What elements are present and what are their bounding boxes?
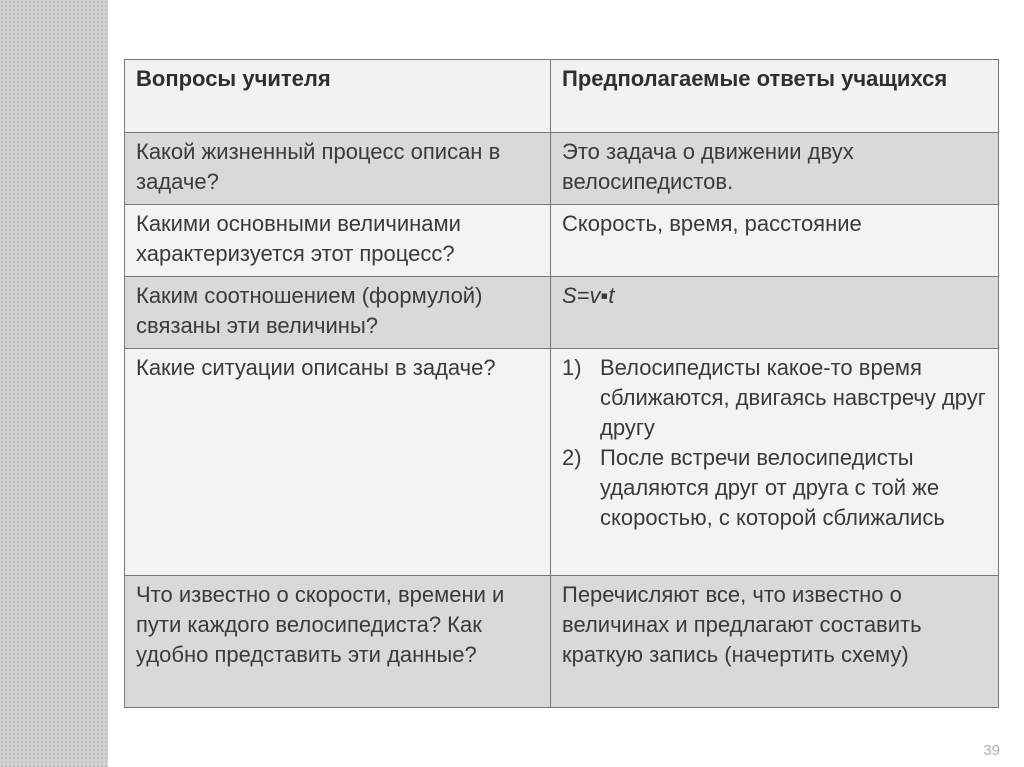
slide — [108, 0, 1024, 767]
answer-cell: Это задача о движении двух велосипедистов. — [551, 133, 999, 205]
answer-cell: Скорость, время, расстояние — [551, 205, 999, 277]
list-item-text: После встречи велосипедисты удаляются друг от друга с той же скоростью, с которой сближались — [600, 445, 945, 530]
answer-list-cell — [551, 349, 999, 576]
question-cell: Какими основными величинами характеризуется этот процесс? — [125, 205, 551, 277]
answer-list-item — [562, 353, 988, 443]
answer-cell: Перечисляют все, что известно о величинах и предлагают составить краткую запись (начертить схему) — [551, 576, 999, 708]
list-item-number: 1) — [562, 355, 582, 380]
answer-list — [562, 353, 988, 533]
header-student-answers: Предполагаемые ответы учащихся — [551, 60, 999, 133]
question-cell: Какой жизненный процесс описан в задаче? — [125, 133, 551, 205]
table-header-row — [125, 60, 999, 133]
qa-table — [124, 59, 999, 708]
list-item-number: 2) — [562, 445, 582, 470]
list-item-text: Велосипедисты какое-то время сближаются, двигаясь навстречу друг другу — [600, 355, 986, 440]
table-row — [125, 576, 999, 708]
header-teacher-questions: Вопросы учителя — [125, 60, 551, 133]
answer-list-item — [562, 443, 988, 533]
table-row — [125, 277, 999, 349]
table-row — [125, 205, 999, 277]
decorative-side-strip — [0, 0, 108, 767]
table-row — [125, 349, 999, 576]
question-cell: Какие ситуации описаны в задаче? — [125, 349, 551, 576]
formula-cell: S=v▪t — [551, 277, 999, 349]
page-number: 39 — [983, 742, 1000, 759]
table-row — [125, 133, 999, 205]
question-cell: Каким соотношением (формулой) связаны эти величины? — [125, 277, 551, 349]
question-cell: Что известно о скорости, времени и пути каждого велосипедиста? Как удобно представить эти данные? — [125, 576, 551, 708]
